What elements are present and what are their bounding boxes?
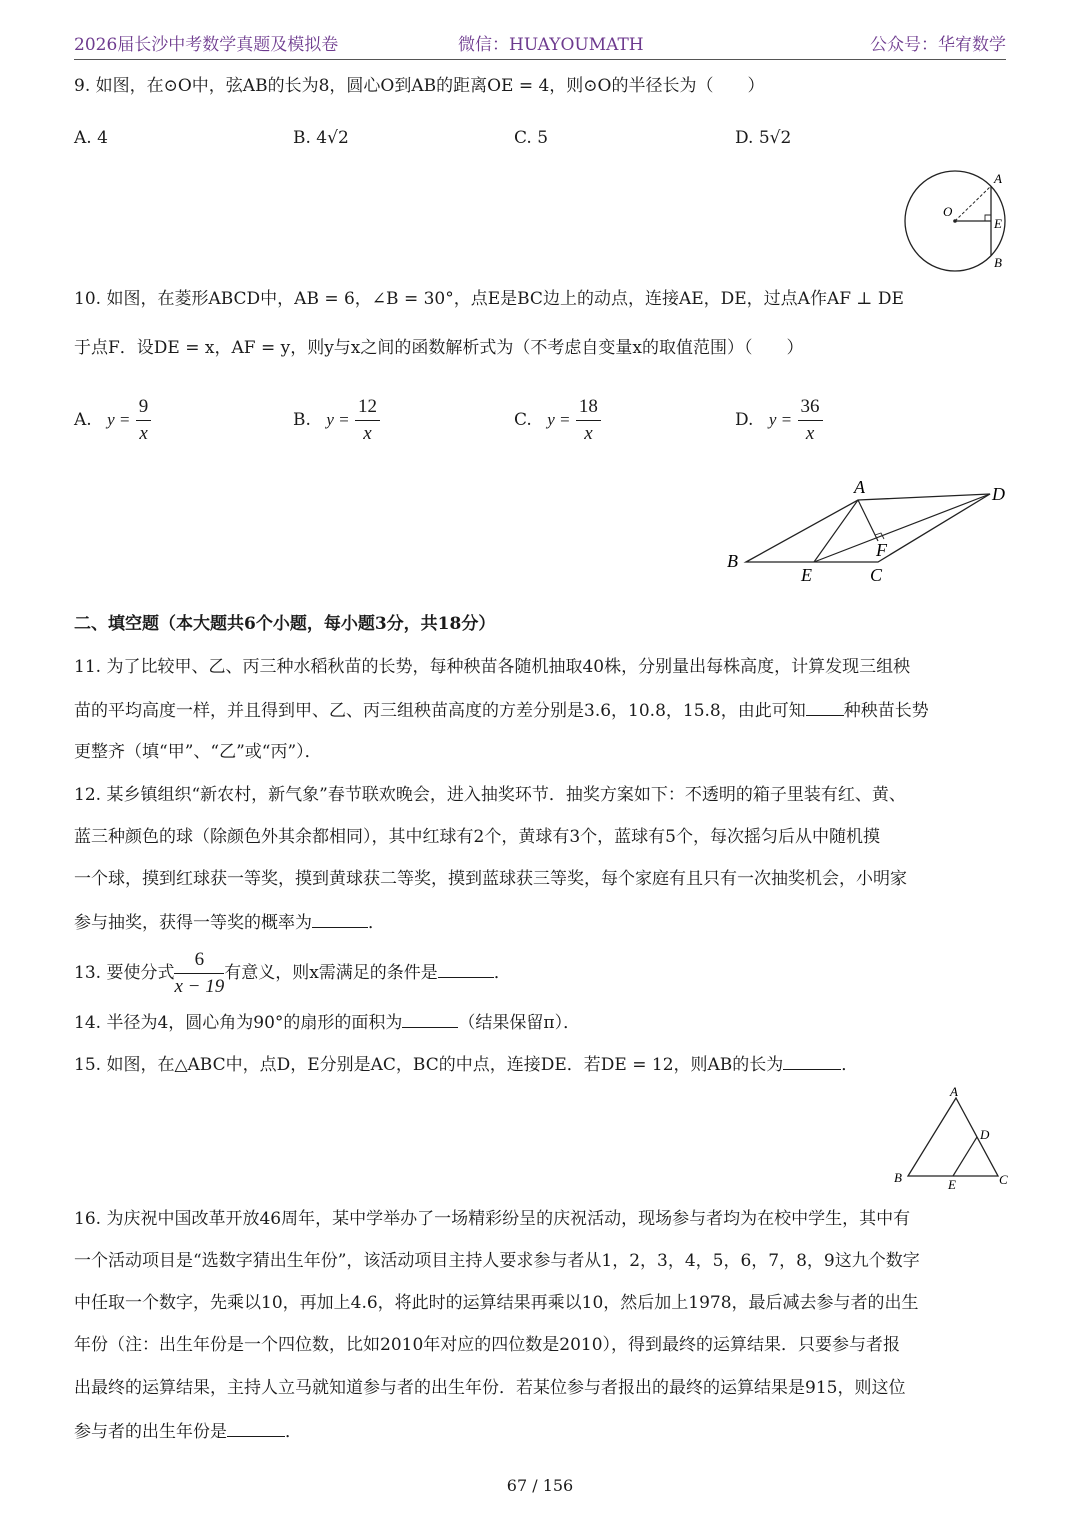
header-left: 2026届长沙中考数学真题及模拟卷 xyxy=(74,35,339,55)
q16-line1: 16. 为庆祝中国改革开放46周年，某中学举办了一场精彩纷呈的庆祝活动，现场参与者均为在校中学生，其中有 xyxy=(74,1209,911,1229)
q9-circle-figure xyxy=(900,168,1012,276)
q10-label-C: C xyxy=(870,565,883,585)
q9-label-O: O xyxy=(943,204,953,219)
q10-label-D: D xyxy=(992,484,1005,504)
q12-line2: 蓝三种颜色的球（除颜色外其余都相同），其中红球有2个，黄球有3个，蓝球有5个，每次摇匀后从中随机摸 xyxy=(74,827,880,847)
q15-line: 15. 如图，在△ABC中，点D，E分别是AC，BC的中点，连接DE．若DE = 12，则AB的长为 ． xyxy=(74,1051,858,1077)
q16-line3: 中任取一个数字，先乘以10，再加上4.6，将此时的运算结果再乘以10，然后加上1978，最后减去参与者的出生 xyxy=(74,1293,919,1313)
q16-line6: 参与者的出生年份是 ． xyxy=(74,1418,302,1444)
q10-label-E: E xyxy=(801,565,812,585)
q10-label-B: B xyxy=(727,551,738,571)
q16-line2: 一个活动项目是“选数字猜出生年份”，该活动项目主持人要求参与者从1，2，3，4，5，6，7，8，9这九个数字 xyxy=(74,1251,920,1271)
q10-choice-d: D. y = $\frac{36}{x}$ xyxy=(735,392,823,448)
q15-label-D: D xyxy=(980,1127,990,1142)
q9-choice-c: C. 5 xyxy=(514,128,549,148)
q10-choice-b-fraction: $\frac{12}{x}$ xyxy=(355,394,380,447)
q15-triangle-figure xyxy=(888,1084,1014,1192)
q15-label-B: B xyxy=(894,1170,902,1185)
q9-choice-b: B. 4√2 xyxy=(293,128,349,148)
q9-choice-d: D. 5√2 xyxy=(735,128,792,148)
q15-label-A: A xyxy=(950,1084,958,1099)
q11-line3: 更整齐（填“甲”、“乙”或“丙”）． xyxy=(74,742,322,762)
q10-rhombus-figure xyxy=(722,474,1014,586)
q9-label-A: A xyxy=(994,171,1002,186)
page-header xyxy=(74,30,1006,58)
q10-line2: 于点F．设DE = x，AF = y，则y与x之间的函数解析式为（不考虑自变量x的取值范围）（ ） xyxy=(74,338,804,358)
section-title: 二、填空题（本大题共6个小题，每小题3分，共18分） xyxy=(74,614,496,634)
q10-choice-b: B. y = $\frac{12}{x}$ xyxy=(293,392,380,448)
q11-line1: 11. 为了比较甲、乙、丙三种水稻秋苗的长势，每种秧苗各随机抽取40株，分别量出每株高度，计算发现三组秧 xyxy=(74,657,911,677)
q13-fraction: $\frac{6}{x - 19}$ xyxy=(174,949,225,997)
q10-choice-c: C. y = $\frac{18}{x}$ xyxy=(514,392,601,448)
q10-label-F: F xyxy=(876,540,887,560)
q12-line1: 12. 某乡镇组织“新农村，新气象”春节联欢晚会，进入抽奖环节．抽奖方案如下：不透明的箱子里装有红、黄、 xyxy=(74,785,906,805)
q11-line2: 苗的平均高度一样，并且得到甲、乙、丙三组秧苗高度的方差分别是3.6，10.8，15.8，由此可知 种秧苗长势 xyxy=(74,697,929,723)
q16-answer-blank[interactable] xyxy=(227,1418,285,1437)
q10-choice-a-fraction: $\frac{9}{x}$ xyxy=(136,394,152,447)
page-number: 67 / 156 xyxy=(506,1476,574,1495)
q11-answer-blank[interactable] xyxy=(806,697,844,716)
header-right: 公众号：华宥数学 xyxy=(870,35,1006,55)
q9-stem: 9. 如图，在⊙O中，弦AB的长为8，圆心O到AB的距离OE = 4，则⊙O的半径长为（ ） xyxy=(74,76,765,96)
q10-label-A: A xyxy=(854,477,865,497)
q16-line5: 出最终的运算结果，主持人立马就知道参与者的出生年份．若某位参与者报出的最终的运算结果是915，则这位 xyxy=(74,1378,906,1398)
q10-choice-d-fraction: $\frac{36}{x}$ xyxy=(798,394,823,447)
q9-label-E: E xyxy=(994,216,1002,231)
q14-line: 14. 半径为4，圆心角为90°的扇形的面积为 （结果保留π）． xyxy=(74,1009,580,1035)
q12-line4: 参与抽奖，获得一等奖的概率为 ． xyxy=(74,909,385,935)
q12-line3: 一个球，摸到红球获一等奖，摸到黄球获二等奖，摸到蓝球获三等奖，每个家庭有且只有一次抽奖机会，小明家 xyxy=(74,869,907,889)
q9-label-B: B xyxy=(994,255,1002,270)
q15-answer-blank[interactable] xyxy=(783,1051,841,1070)
q9-choice-a: A. 4 xyxy=(74,128,108,148)
q14-answer-blank[interactable] xyxy=(402,1009,458,1028)
q10-choice-a: A. y = $\frac{9}{x}$ xyxy=(74,392,151,448)
q12-answer-blank[interactable] xyxy=(312,909,368,928)
q10-choice-c-fraction: $\frac{18}{x}$ xyxy=(576,394,601,447)
q15-label-C: C xyxy=(999,1172,1008,1187)
q10-line1: 10. 如图，在菱形ABCD中，AB = 6，∠B = 30°，点E是BC边上的动点，连接AE，DE，过点A作AF ⊥ DE xyxy=(74,289,904,309)
q13-line: 13. 要使分式 $\frac{6}{x - 19}$ 有意义，则x需满足的条件是 ． xyxy=(74,944,511,1002)
header-divider xyxy=(74,59,1006,60)
header-center: 微信：HUAYOUMATH xyxy=(458,35,644,55)
q15-label-E: E xyxy=(948,1177,956,1192)
q13-answer-blank[interactable] xyxy=(438,959,494,978)
q16-line4: 年份（注：出生年份是一个四位数，比如2010年对应的四位数是2010），得到最终的运算结果．只要参与者报 xyxy=(74,1335,901,1355)
